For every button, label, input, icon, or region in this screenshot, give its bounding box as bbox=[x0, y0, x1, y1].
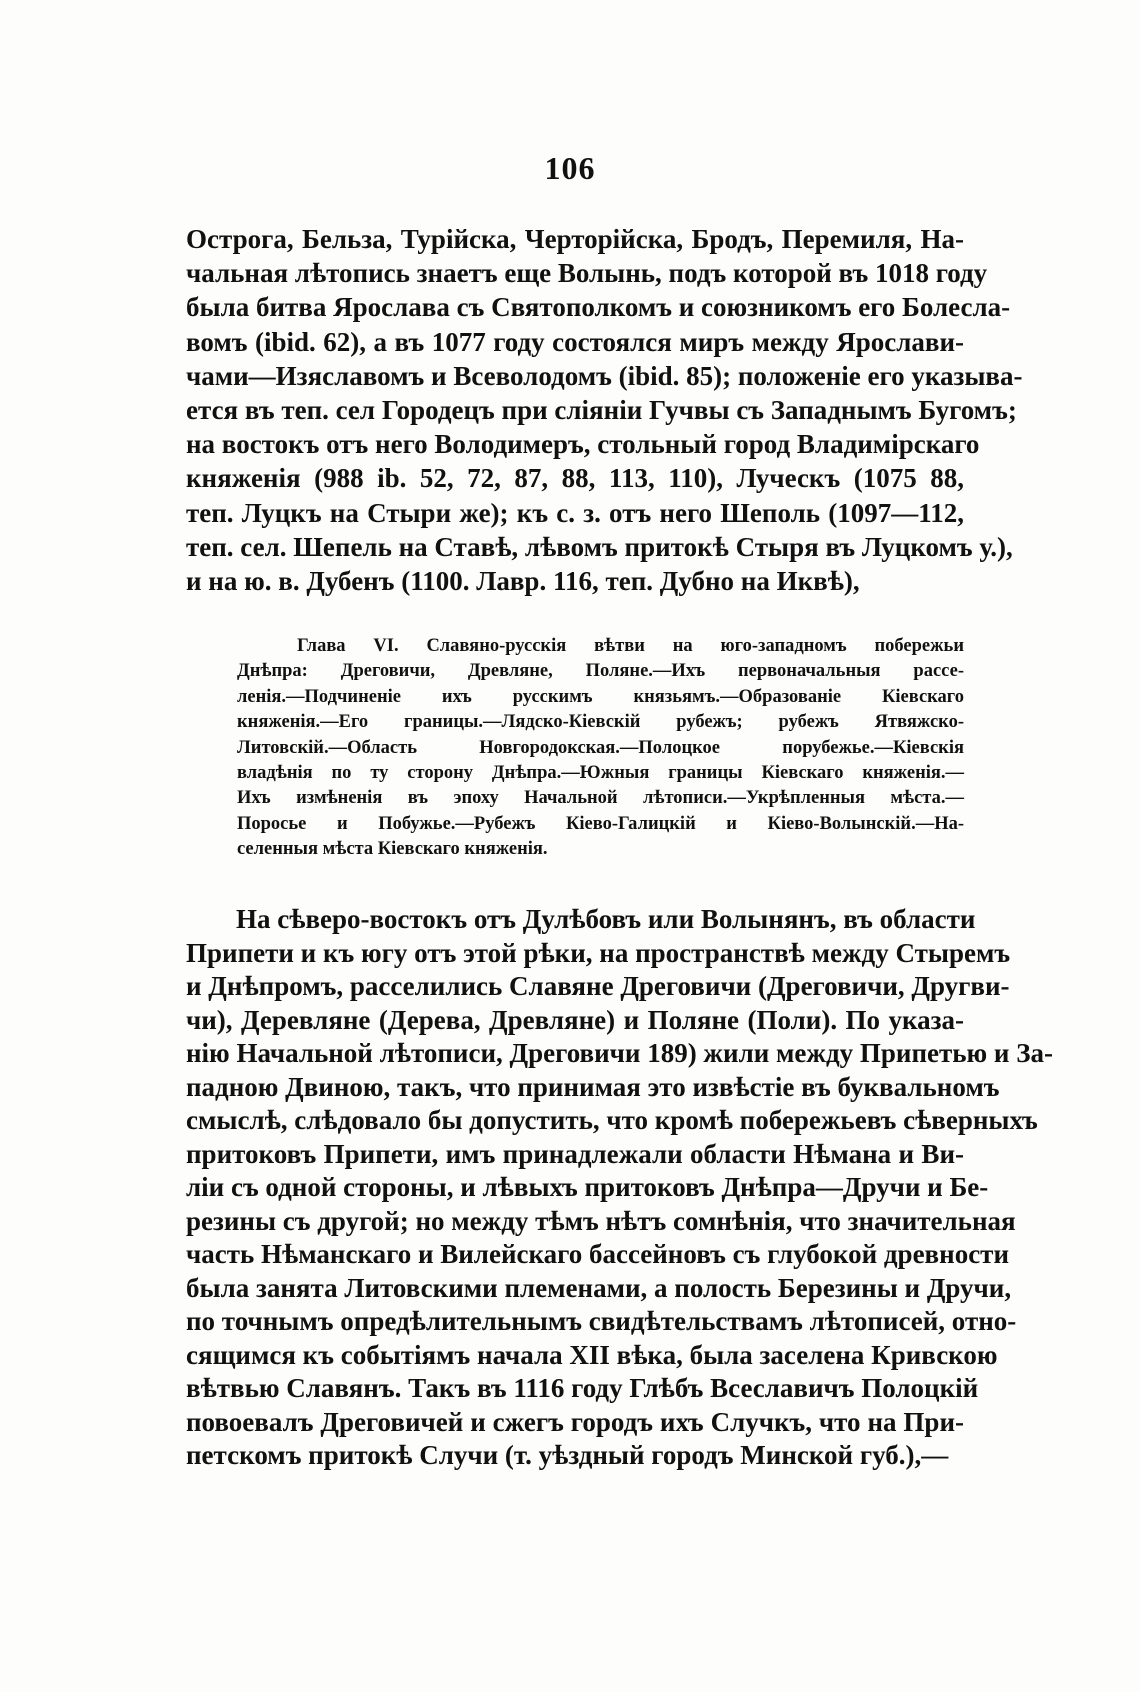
summary-line: Ихъ измѣненія въ эпоху Начальной лѣтописи.—Укрѣпленныя мѣста.— bbox=[237, 788, 964, 809]
text-line: повоевалъ Дреговичей и сжегъ городъ ихъ Случкъ, что на При- bbox=[186, 1406, 964, 1437]
text-line: ется въ теп. сел Городецъ при сліяніи Гучвы съ Западнымъ Бугомъ; bbox=[186, 394, 1017, 425]
text-line: чи), Деревляне (Дерева, Древляне) и Поляне (Поли). По указа- bbox=[186, 1004, 964, 1035]
text-line: и Днѣпромъ, расселились Славяне Дреговичи (Дреговичи, Другви- bbox=[186, 971, 1010, 1001]
text-line: нію Начальной лѣтописи, Дреговичи 189) жили между Припетью и За- bbox=[186, 1038, 1053, 1068]
text-line: падною Двиною, такъ, что принимая это извѣстіе въ буквальномъ bbox=[186, 1071, 1000, 1102]
summary-line: ленія.—Подчиненіе ихъ русскимъ князьямъ.—Образованіе Кіевскаго bbox=[237, 686, 964, 707]
chapter-summary bbox=[237, 634, 964, 863]
text-line: была битва Ярослава съ Святополкомъ и союзникомъ его Болесла- bbox=[186, 292, 1011, 323]
text-line: чальная лѣтопись знаетъ еще Волынь, подъ которой въ 1018 году bbox=[186, 258, 988, 289]
summary-line: владѣнія по ту сторону Днѣпра.—Южныя границы Кіевскаго княженія.— bbox=[237, 762, 964, 783]
text-line: часть Нѣманскаго и Вилейскаго бассейновъ съ глубокой древности bbox=[186, 1239, 1009, 1269]
text-line: теп. сел. Шепель на Ставѣ, лѣвомъ притокѣ Стыря въ Луцкомъ у.), bbox=[186, 531, 1013, 562]
text-line: вомъ (ibid. 62), а въ 1077 году состоялся миръ между Ярослави- bbox=[186, 326, 964, 357]
body-paragraph bbox=[186, 903, 1053, 1473]
summary-line: Поросье и Побужье.—Рубежъ Кіево-Галицкій и Кіево-Волынскій.—На- bbox=[237, 813, 964, 834]
text-line: княженія (988 ib. 52, 72, 87, 88, 113, 110), Луческъ (1075 88, bbox=[186, 463, 964, 494]
text-line: Припети и къ югу отъ этой рѣки, на пространствѣ между Стыремъ bbox=[186, 937, 1011, 968]
text-line: петскомъ притокѣ Случи (т. уѣздный городъ Минской губ.),— bbox=[186, 1440, 949, 1470]
text-line: была занята Литовскими племенами, а полость Березины и Дручи, bbox=[186, 1272, 1012, 1303]
chapter-heading-line: Глава VI. Славяно-русскія вѣтви на юго-западномъ побережьи bbox=[297, 636, 964, 656]
text-line: теп. Луцкъ на Стыри же); къ с. з. отъ него Шеполь (1097—112, bbox=[186, 497, 964, 528]
summary-line: селенныя мѣста Кіевскаго княженія. bbox=[237, 839, 548, 860]
text-line: чами—Изяславомъ и Всеволодомъ (ibid. 85); положеніе его указыва- bbox=[186, 360, 1023, 391]
summary-line: княженія.—Его границы.—Лядско-Кіевскій рубежъ; рубежъ Ятвяжско- bbox=[237, 712, 964, 733]
text-line: На сѣверо-востокъ отъ Дулѣбовъ или Волынянъ, въ области bbox=[236, 904, 976, 934]
text-line: смыслѣ, слѣдовало бы допустить, что кромѣ побережьевъ сѣверныхъ bbox=[186, 1105, 1038, 1135]
text-line: сящимся къ событіямъ начала XII вѣка, была заселена Кривскою bbox=[186, 1339, 998, 1370]
text-line: на востокъ отъ него Володимеръ, стольный город Владимірскаго bbox=[186, 429, 980, 460]
text-line: притоковъ Припети, имъ принадлежали области Нѣмана и Ви- bbox=[186, 1138, 964, 1169]
text-line: вѣтвью Славянъ. Такъ въ 1116 году Глѣбъ Всеславичъ Полоцкій bbox=[186, 1373, 979, 1403]
text-line: и на ю. в. Дубенъ (1100. Лавр. 116, теп. Дубно на Иквѣ), bbox=[186, 565, 860, 596]
page-number: 106 bbox=[544, 150, 596, 186]
summary-line: Литовскій.—Область Новгородокская.—Полоцкое порубежье.—Кіевскія bbox=[237, 737, 964, 758]
text-line: ліи съ одной стороны, и лѣвыхъ притоковъ Днѣпра—Дручи и Бе- bbox=[186, 1172, 989, 1202]
text-line: резины съ другой; но между тѣмъ нѣтъ сомнѣнія, что значительная bbox=[186, 1205, 1016, 1236]
summary-line: Днѣпра: Дреговичи, Древляне, Поляне.—Ихъ первоначальныя рассе- bbox=[237, 661, 964, 682]
intro-paragraph bbox=[186, 222, 1023, 598]
text-line: Острога, Бельза, Турійска, Черторійска, Бродъ, Перемиля, На- bbox=[186, 224, 964, 254]
text-line: по точнымъ опредѣлительнымъ свидѣтельствамъ лѣтописей, отно- bbox=[186, 1306, 1017, 1336]
